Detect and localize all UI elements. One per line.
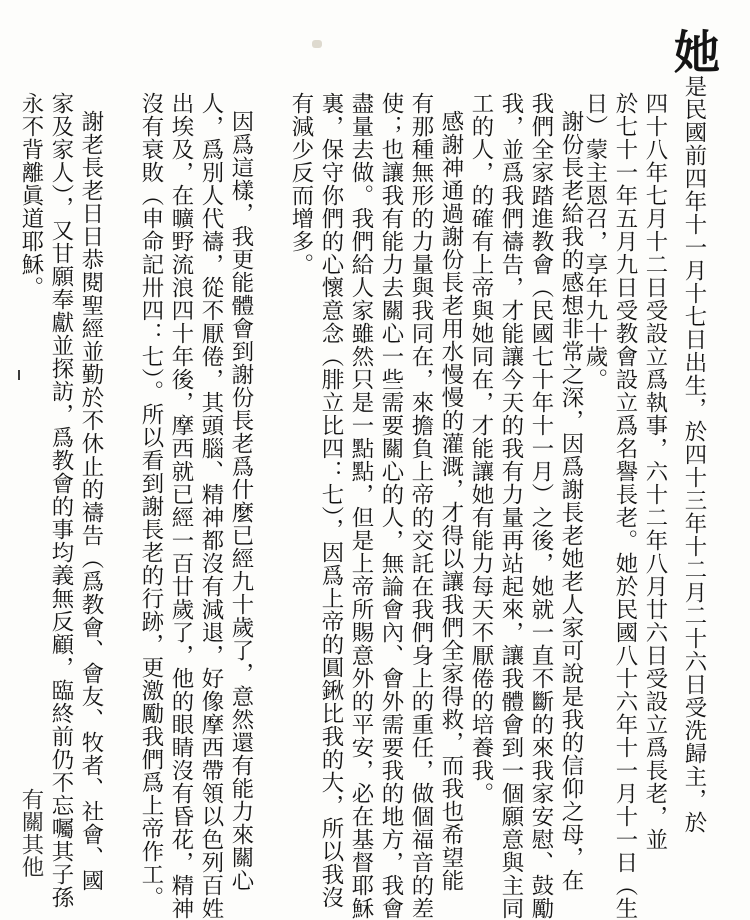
column-21: 永不背離眞道耶穌。 [18,92,44,299]
column-17: 出埃及，在曠野流浪四十年後，摩西就已經一百廿歲了，他的眼睛沒有昏花，精神 [168,92,194,920]
column-16: 人，爲別人代禱，從不厭倦，其頭腦、精神都沒有減退，好像摩西帶領以色列百姓 [198,92,224,920]
column-11: 使；也讓我有能力去關心一些需要關心的人，無論會內、會外需要我的地方，我會 [378,92,404,920]
column-15: 因爲這樣，我更能體會到謝份長老爲什麼已經九十歲了，意然還有能力來關心 [228,110,254,892]
column-12: 盡量去做。我們給人家雖然只是一點點，但是上帝所賜意外的平安，必在基督耶穌 [348,92,374,920]
column-2: 四十八年七月十二日受設立爲執事，六十二年八月廿六日受設立爲長老，並 [642,92,668,851]
paper-smudge [312,40,322,48]
column-20: 家及家人），又甘願奉獻並探訪，爲教會的事均義無反顧，臨終前仍不忘囑其子孫 [48,92,74,909]
column-14: 有減少反而增多。 [288,92,314,276]
column-1 [664,28,724,834]
column-6: 我們全家踏進教會（民國七十年十一月）之後，她就一直不斷的來我家安慰、鼓勵 [528,92,554,920]
column-7: 我，並爲我們禱告，才能讓今天的我有力量再站起來，讓我體會到一個願意與主同 [498,92,524,920]
first-character: 她 [667,28,721,75]
column-9: 感謝神通過謝份長老用水慢慢的灌溉，才得以讓我們全家得救，而我也希望能 [438,110,464,892]
column-5: 謝份長老給我的感想非常之深，因爲謝長老她老人家可說是我的信仰之母，在 [558,110,584,892]
column-1-text: 是民國前四年十一月十七日出生，於四十三年十二月二十六日受洗歸主，於 [681,74,707,834]
edge-mark [18,370,20,380]
column-13: 裏，保守你們的心懷意念（腓立比四：七），因爲上帝的圓鍬比我的大，所以我沒 [318,92,344,909]
column-19: 謝老長老日日恭閱聖經並勤於不休止的禱告（爲教會、會友、牧者、社會、國 [78,110,104,892]
column-8: 工的人，的確有上帝與她同在，才能讓她有能力每天不厭倦的培養我。 [468,92,494,805]
column-4: 日）蒙主恩召，享年九十歲。 [582,92,608,391]
column-10: 有那種無形的力量與我同在，來擔負上帝的交託在我們身上的重任，做個福音的差 [408,92,434,920]
bottom-cutoff-text: 有關其他 [18,788,44,878]
column-3: 於七十一年五月九日受教會設立爲名譽長老。她於民國八十六年十一月十一日（生 [612,92,638,920]
column-18: 沒有衰敗（申命記卅四：七）。所以看到謝長老的行跡，更激勵我們爲上帝作工。 [138,92,164,909]
